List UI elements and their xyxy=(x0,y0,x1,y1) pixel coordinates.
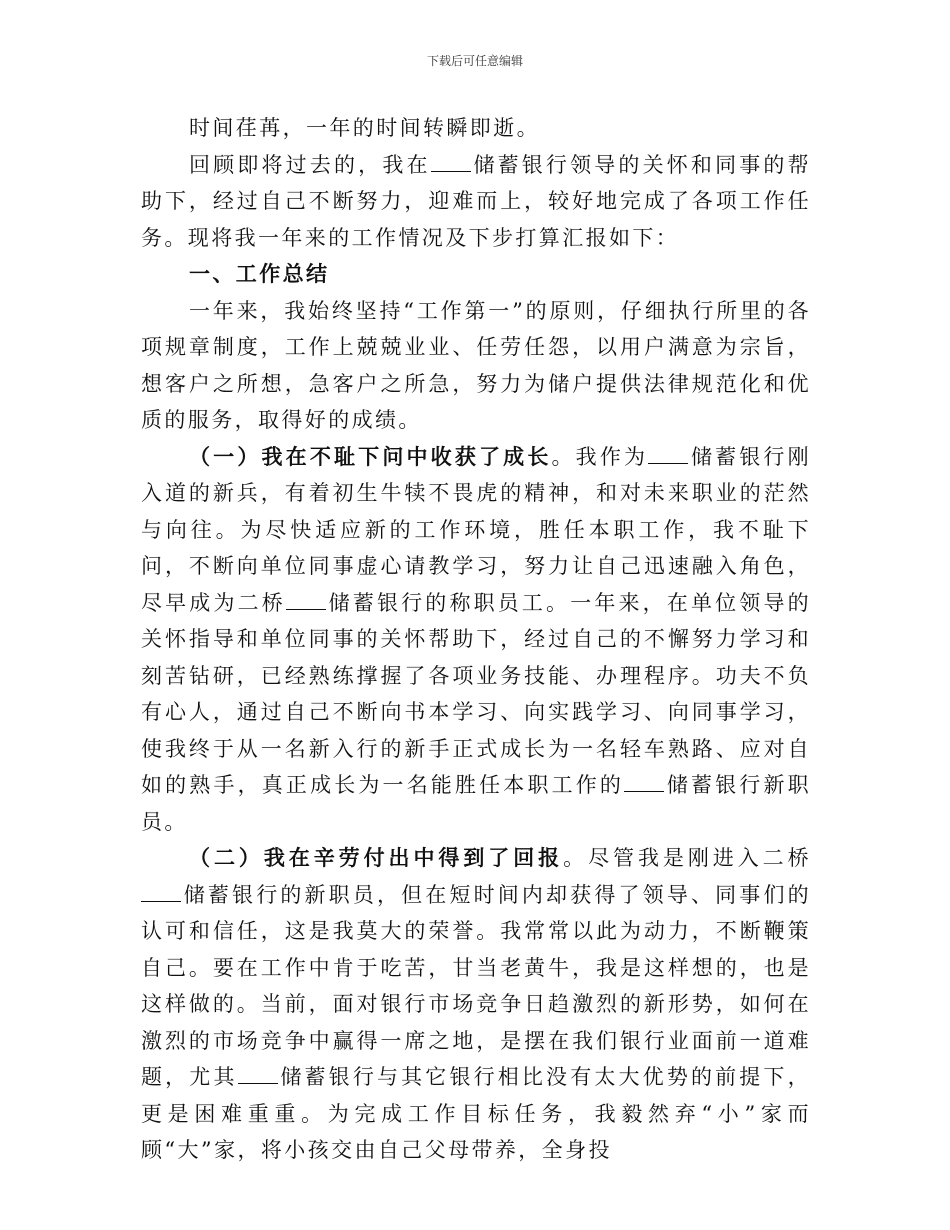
paragraph-reward-text-b: 储蓄银行的新职员，但在短时间内却获得了领导、同事们的认可和信任，这是我莫大的荣誉。我常常以此为动力，不断鞭策自己。要在工作中肯于吃苦，甘当老黄牛，我是这样想的，也是这样做的。当前，面对银行市场竞争日趋激烈的新形势，如何在激烈的市场竞争中赢得一席之地，是摆在我们银行业面前一道难题，尤其 xyxy=(141,882,811,1089)
fill-blank xyxy=(624,790,664,792)
paragraph-intro-text: 时间荏苒，一年的时间转瞬即逝。 xyxy=(189,116,540,140)
subsection-title-growth: （一）我在不耻下问中收获了成长 xyxy=(189,443,552,469)
section-heading-text: 一、工作总结 xyxy=(189,261,330,286)
paragraph-growth-text-d: 储蓄银行新职员。 xyxy=(141,773,811,834)
page-header: 下载后可任意编辑 xyxy=(426,54,523,68)
document-body xyxy=(141,110,811,1169)
paragraph-summary-text: 一年来，我始终坚持“工作第一”的原则，仔细执行所里的各项规章制度，工作上兢兢业业、任劳任怨，以用户满意为宗旨，想客户之所想，急客户之所急，努力为储户提供法律规范化和优质的服务，取得好的成绩。 xyxy=(141,298,811,432)
paragraph-growth-text-c: 储蓄银行的称职员工。一年来，在单位领导的关怀指导和单位同事的关怀帮助下，经过自己的不懈努力学习和刻苦钻研，已经熟练撑握了各项业务技能、办理程序。功夫不负有心人，通过自己不断向书本学习、向实践学习、向同事学习，使我终于从一名新入行的新手正式成长为一名轻车熟路、应对自如的熟手，真正成长为一名能胜任本职工作的 xyxy=(141,590,811,797)
fill-blank xyxy=(648,462,688,464)
paragraph-reward-text-c: 储蓄银行与其它银行相比没有太大优势的前提下，更是困难重重。为完成工作目标任务，我毅然弃“小”家而顾“大”家，将小孩交由自己父母带养，全身投 xyxy=(141,1065,811,1162)
section-heading xyxy=(141,256,811,293)
paragraph-summary xyxy=(141,293,811,439)
paragraph-growth xyxy=(141,439,811,841)
paragraph-review xyxy=(141,147,811,257)
paragraph-reward xyxy=(141,840,811,1169)
paragraph-intro xyxy=(141,110,811,147)
paragraph-review-text-b: 储蓄银行领导的关怀和同事的帮助下，经过自己不断努力，迎难而上，较好地完成了各项工作任务。现将我一年来的工作情况及下步打算汇报如下： xyxy=(141,152,811,250)
subsection-title-reward: （二）我在辛劳付出中得到了回报 xyxy=(189,845,564,870)
fill-blank xyxy=(431,170,471,172)
paragraph-growth-text-a: 。我作为 xyxy=(551,444,649,469)
paragraph-reward-text-a: 。尽管我是刚进入二桥 xyxy=(563,846,811,870)
paragraph-growth-text-b: 储蓄银行刚入道的新兵，有着初生牛犊不畏虎的精神，和对未来职业的茫然与向往。为尽快适应新的工作环境，胜任本职工作，我不耻下问，不断向单位同事虚心请教学习，努力让自己迅速融入角色，尽早成为二桥 xyxy=(141,444,812,615)
paragraph-review-text-a: 回顾即将过去的，我在 xyxy=(189,152,431,177)
fill-blank xyxy=(141,900,181,902)
fill-blank xyxy=(238,1082,278,1084)
fill-blank xyxy=(286,608,326,610)
